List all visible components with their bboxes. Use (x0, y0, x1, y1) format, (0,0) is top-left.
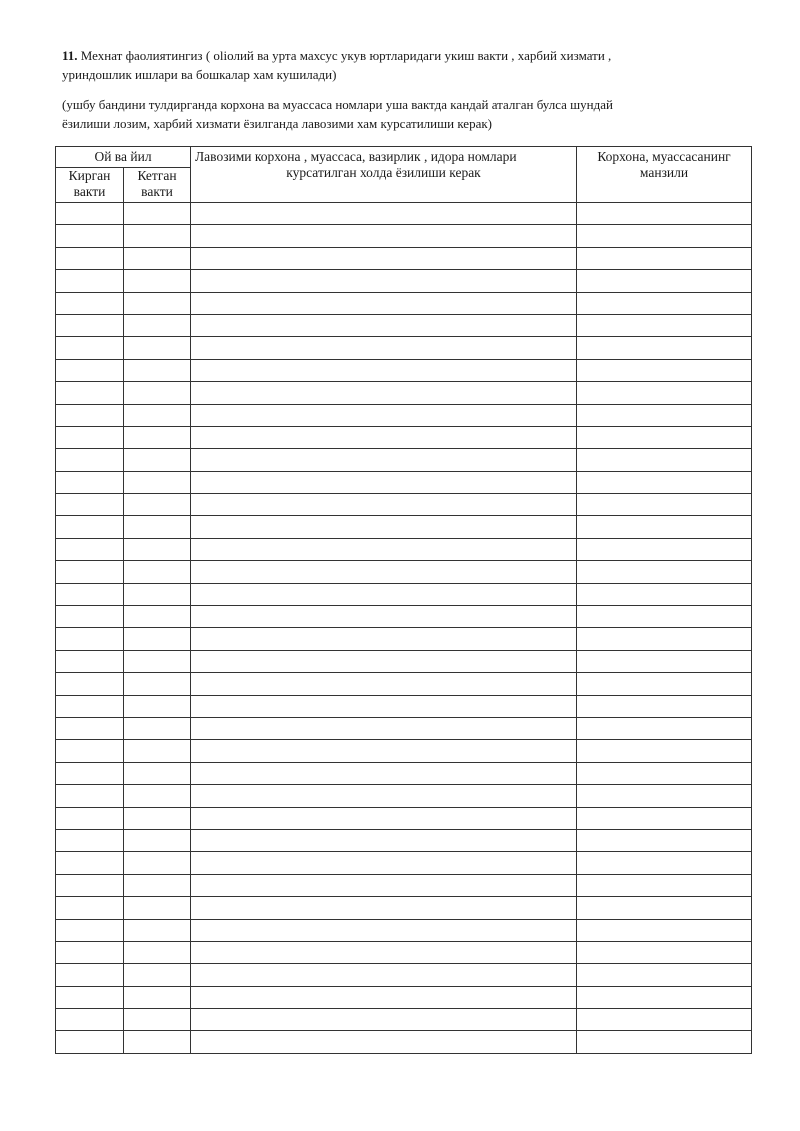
cell-address[interactable] (577, 314, 752, 336)
header-position-line-2: курсатилган холда ёзилиши керак (286, 165, 481, 180)
cell-exit-time[interactable] (124, 404, 191, 426)
section-note (62, 95, 722, 133)
table-row (56, 359, 752, 381)
cell-entry-time[interactable] (56, 203, 124, 225)
cell-position[interactable] (191, 314, 577, 336)
cell-exit-time[interactable] (124, 762, 191, 784)
cell-address[interactable] (577, 449, 752, 471)
cell-entry-time[interactable] (56, 337, 124, 359)
cell-exit-time[interactable] (124, 986, 191, 1008)
cell-exit-time[interactable] (124, 1009, 191, 1031)
cell-entry-time[interactable] (56, 986, 124, 1008)
table-row (56, 494, 752, 516)
table-row (56, 695, 752, 717)
cell-exit-time[interactable] (124, 426, 191, 448)
cell-position[interactable] (191, 203, 577, 225)
cell-address[interactable] (577, 404, 752, 426)
cell-position[interactable] (191, 404, 577, 426)
cell-address[interactable] (577, 516, 752, 538)
cell-exit-time[interactable] (124, 203, 191, 225)
table-row (56, 314, 752, 336)
cell-position[interactable] (191, 941, 577, 963)
cell-position[interactable] (191, 986, 577, 1008)
table-row (56, 807, 752, 829)
work-history-table (55, 146, 752, 1054)
cell-exit-time[interactable] (124, 650, 191, 672)
cell-entry-time[interactable] (56, 404, 124, 426)
section-number: 11. (62, 48, 78, 63)
cell-exit-time[interactable] (124, 583, 191, 605)
table-row (56, 852, 752, 874)
cell-exit-time[interactable] (124, 561, 191, 583)
cell-exit-time[interactable] (124, 247, 191, 269)
cell-entry-time[interactable] (56, 650, 124, 672)
cell-position[interactable] (191, 359, 577, 381)
cell-entry-time[interactable] (56, 1031, 124, 1053)
cell-entry-time[interactable] (56, 717, 124, 739)
cell-position[interactable] (191, 225, 577, 247)
cell-position[interactable] (191, 1031, 577, 1053)
cell-entry-time[interactable] (56, 538, 124, 560)
cell-entry-time[interactable] (56, 247, 124, 269)
cell-position[interactable] (191, 650, 577, 672)
table-row (56, 292, 752, 314)
cell-address[interactable] (577, 1031, 752, 1053)
cell-exit-time[interactable] (124, 449, 191, 471)
table-row (56, 449, 752, 471)
table-row (56, 516, 752, 538)
table-row (56, 225, 752, 247)
cell-position[interactable] (191, 964, 577, 986)
cell-address[interactable] (577, 628, 752, 650)
cell-position[interactable] (191, 382, 577, 404)
table-row (56, 404, 752, 426)
cell-position[interactable] (191, 807, 577, 829)
cell-address[interactable] (577, 650, 752, 672)
cell-position[interactable] (191, 919, 577, 941)
table-row (56, 538, 752, 560)
note-line-2: ёзилиши лозим, харбий хизмати ёзилганда лавозими хам курсатилиши керак) (62, 116, 492, 131)
cell-exit-time[interactable] (124, 740, 191, 762)
cell-address[interactable] (577, 785, 752, 807)
cell-exit-time[interactable] (124, 964, 191, 986)
table-row (56, 382, 752, 404)
table-row (56, 874, 752, 896)
cell-entry-time[interactable] (56, 270, 124, 292)
cell-exit-time[interactable] (124, 673, 191, 695)
cell-address[interactable] (577, 673, 752, 695)
cell-position[interactable] (191, 449, 577, 471)
cell-exit-time[interactable] (124, 941, 191, 963)
cell-exit-time[interactable] (124, 1031, 191, 1053)
cell-address[interactable] (577, 225, 752, 247)
cell-exit-time[interactable] (124, 538, 191, 560)
cell-address[interactable] (577, 1009, 752, 1031)
cell-position[interactable] (191, 1009, 577, 1031)
cell-address[interactable] (577, 247, 752, 269)
cell-position[interactable] (191, 494, 577, 516)
cell-position[interactable] (191, 471, 577, 493)
heading-text-1: Мехнат фаолиятингиз ( oliолий ва урта махсус укув юртларидаги укиш вакти , харбий хизмати , (80, 48, 612, 63)
cell-address[interactable] (577, 874, 752, 896)
table-row (56, 203, 752, 225)
cell-entry-time[interactable] (56, 695, 124, 717)
cell-address[interactable] (577, 762, 752, 784)
note-line-1: (ушбу бандини тулдирганда корхона ва муассаса номлари уша вактда кандай аталган булса шундай (62, 97, 613, 112)
cell-entry-time[interactable] (56, 740, 124, 762)
cell-position[interactable] (191, 762, 577, 784)
cell-exit-time[interactable] (124, 292, 191, 314)
cell-position[interactable] (191, 270, 577, 292)
cell-entry-time[interactable] (56, 516, 124, 538)
header-address: Корхона, муассасанинг манзили (577, 147, 752, 203)
cell-exit-time[interactable] (124, 717, 191, 739)
cell-position[interactable] (191, 852, 577, 874)
cell-exit-time[interactable] (124, 270, 191, 292)
table-row (56, 829, 752, 851)
cell-address[interactable] (577, 583, 752, 605)
cell-address[interactable] (577, 695, 752, 717)
table-row (56, 897, 752, 919)
cell-address[interactable] (577, 270, 752, 292)
cell-position[interactable] (191, 874, 577, 896)
cell-exit-time[interactable] (124, 695, 191, 717)
cell-entry-time[interactable] (56, 225, 124, 247)
cell-position[interactable] (191, 628, 577, 650)
cell-position[interactable] (191, 247, 577, 269)
cell-entry-time[interactable] (56, 359, 124, 381)
cell-exit-time[interactable] (124, 897, 191, 919)
cell-position[interactable] (191, 538, 577, 560)
section-heading (62, 46, 722, 84)
table-row (56, 673, 752, 695)
table-row (56, 762, 752, 784)
table-row (56, 606, 752, 628)
cell-exit-time[interactable] (124, 382, 191, 404)
table-row (56, 941, 752, 963)
table-row (56, 628, 752, 650)
table-row (56, 270, 752, 292)
cell-position[interactable] (191, 695, 577, 717)
cell-entry-time[interactable] (56, 1009, 124, 1031)
table-row (56, 426, 752, 448)
cell-entry-time[interactable] (56, 628, 124, 650)
cell-exit-time[interactable] (124, 829, 191, 851)
cell-entry-time[interactable] (56, 852, 124, 874)
cell-entry-time[interactable] (56, 964, 124, 986)
cell-position[interactable] (191, 673, 577, 695)
cell-address[interactable] (577, 203, 752, 225)
cell-position[interactable] (191, 516, 577, 538)
cell-exit-time[interactable] (124, 337, 191, 359)
heading-line-1 (62, 46, 722, 65)
cell-address[interactable] (577, 897, 752, 919)
table-row (56, 583, 752, 605)
cell-entry-time[interactable] (56, 471, 124, 493)
cell-entry-time[interactable] (56, 829, 124, 851)
table-row (56, 337, 752, 359)
cell-address[interactable] (577, 852, 752, 874)
table-row (56, 650, 752, 672)
cell-exit-time[interactable] (124, 471, 191, 493)
cell-address[interactable] (577, 919, 752, 941)
cell-entry-time[interactable] (56, 762, 124, 784)
table-row (56, 561, 752, 583)
cell-address[interactable] (577, 382, 752, 404)
cell-address[interactable] (577, 941, 752, 963)
cell-entry-time[interactable] (56, 807, 124, 829)
table-header-row-1 (56, 147, 752, 168)
cell-address[interactable] (577, 426, 752, 448)
cell-entry-time[interactable] (56, 449, 124, 471)
cell-exit-time[interactable] (124, 852, 191, 874)
cell-address[interactable] (577, 471, 752, 493)
cell-address[interactable] (577, 359, 752, 381)
cell-address[interactable] (577, 717, 752, 739)
cell-exit-time[interactable] (124, 516, 191, 538)
cell-position[interactable] (191, 897, 577, 919)
cell-entry-time[interactable] (56, 292, 124, 314)
cell-address[interactable] (577, 538, 752, 560)
cell-address[interactable] (577, 494, 752, 516)
header-position (191, 147, 577, 203)
header-month-year: Ой ва йил (56, 147, 191, 168)
cell-exit-time[interactable] (124, 225, 191, 247)
cell-position[interactable] (191, 829, 577, 851)
table-row (56, 471, 752, 493)
heading-line-2: уриндошлик ишлари ва бошкалар хам кушилади) (62, 67, 337, 82)
cell-exit-time[interactable] (124, 606, 191, 628)
cell-position[interactable] (191, 561, 577, 583)
cell-entry-time[interactable] (56, 673, 124, 695)
table-row (56, 986, 752, 1008)
header-position-line-1: Лавозими корхона , муассаса, вазирлик , идора номлари (195, 149, 517, 164)
cell-entry-time[interactable] (56, 583, 124, 605)
cell-entry-time[interactable] (56, 897, 124, 919)
cell-address[interactable] (577, 337, 752, 359)
table-row (56, 785, 752, 807)
cell-position[interactable] (191, 740, 577, 762)
cell-entry-time[interactable] (56, 785, 124, 807)
cell-entry-time[interactable] (56, 606, 124, 628)
cell-exit-time[interactable] (124, 807, 191, 829)
cell-exit-time[interactable] (124, 919, 191, 941)
table-row (56, 964, 752, 986)
cell-entry-time[interactable] (56, 314, 124, 336)
table-row (56, 1031, 752, 1053)
cell-entry-time[interactable] (56, 561, 124, 583)
cell-exit-time[interactable] (124, 628, 191, 650)
cell-entry-time[interactable] (56, 426, 124, 448)
table-row (56, 919, 752, 941)
cell-position[interactable] (191, 583, 577, 605)
cell-position[interactable] (191, 717, 577, 739)
header-exit-time: Кетган вакти (124, 168, 191, 203)
cell-position[interactable] (191, 785, 577, 807)
table-row (56, 717, 752, 739)
cell-address[interactable] (577, 606, 752, 628)
table-row (56, 1009, 752, 1031)
cell-address[interactable] (577, 740, 752, 762)
cell-entry-time[interactable] (56, 941, 124, 963)
cell-exit-time[interactable] (124, 874, 191, 896)
cell-position[interactable] (191, 337, 577, 359)
cell-exit-time[interactable] (124, 494, 191, 516)
cell-position[interactable] (191, 606, 577, 628)
cell-address[interactable] (577, 986, 752, 1008)
cell-address[interactable] (577, 807, 752, 829)
cell-address[interactable] (577, 561, 752, 583)
table-row (56, 740, 752, 762)
header-entry-time: Кирган вакти (56, 168, 124, 203)
cell-address[interactable] (577, 964, 752, 986)
cell-entry-time[interactable] (56, 494, 124, 516)
cell-exit-time[interactable] (124, 314, 191, 336)
cell-entry-time[interactable] (56, 919, 124, 941)
cell-entry-time[interactable] (56, 874, 124, 896)
cell-position[interactable] (191, 292, 577, 314)
cell-address[interactable] (577, 829, 752, 851)
cell-entry-time[interactable] (56, 382, 124, 404)
cell-exit-time[interactable] (124, 359, 191, 381)
cell-exit-time[interactable] (124, 785, 191, 807)
cell-position[interactable] (191, 426, 577, 448)
table-row (56, 247, 752, 269)
cell-address[interactable] (577, 292, 752, 314)
